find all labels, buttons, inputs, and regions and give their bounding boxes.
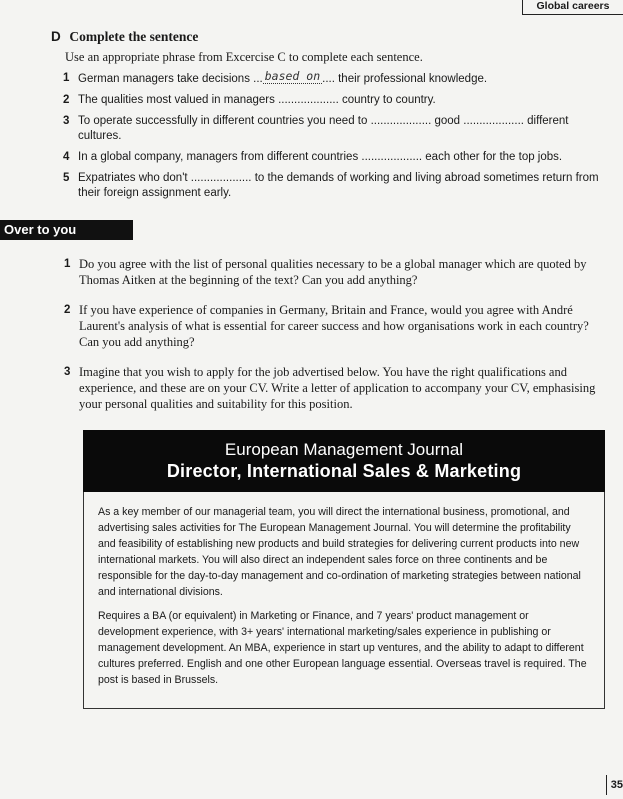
list-item: [64, 364, 604, 412]
list-item: [51, 171, 611, 201]
exercise-title: Complete the sentence: [69, 29, 199, 44]
list-item: [51, 114, 611, 144]
job-advert-header: [83, 430, 605, 492]
exercise-d: [51, 29, 611, 201]
item-text-before: German managers take decisions ...: [78, 73, 263, 85]
exercise-d-heading: [51, 29, 611, 45]
item-number: 1: [64, 258, 71, 270]
list-item: [51, 150, 611, 165]
item-number: 2: [64, 304, 71, 316]
exercise-instruction: Use an appropriate phrase from Excercise C to complete each sentence.: [65, 50, 423, 64]
item-number: 4: [63, 151, 70, 163]
advert-job-title: Director, International Sales & Marketing: [166, 461, 522, 481]
handwritten-answer: based on: [264, 69, 321, 83]
item-text: If you have experience of companies in Germany, Britain and France, would you agree with André Laurent's analysis of what is essential for career success and how organisations work in each country? Can you add anything?: [79, 303, 589, 349]
advert-journal-name: European Management Journal: [224, 440, 464, 459]
item-text: In a global company, managers from different countries ................... each other for the top jobs.: [78, 151, 563, 163]
item-text: Expatriates who don't ................... to the demands of working and living abroad sometimes return from their foreign assignment early.: [78, 172, 599, 199]
item-text-after: .... their professional knowledge.: [322, 73, 488, 85]
list-item: [64, 256, 604, 288]
exercise-d-list: [51, 71, 611, 201]
item-number: 1: [63, 72, 70, 84]
item-text: The qualities most valued in managers ................... country to country.: [78, 94, 436, 106]
item-number: 5: [63, 172, 70, 184]
job-advert-body: [83, 492, 605, 709]
over-to-you-heading: Over to you: [0, 220, 133, 240]
section-label: Global careers: [522, 0, 623, 15]
item-text: Imagine that you wish to apply for the job advertised below. You have the right qualifications and experience, and these are on your CV. Write a letter of application to accompany your CV, emphasising your personal qualities and suitability for this position.: [79, 365, 596, 411]
item-number: 3: [63, 115, 70, 127]
item-text: Do you agree with the list of personal qualities necessary to be a global manager which are quoted by Thomas Aitken at the beginning of the text? Can you add anything?: [79, 257, 587, 287]
item-text: To operate successfully in different countries you need to ................... good ................... different cultures.: [78, 115, 569, 142]
exercise-letter: D: [51, 29, 61, 44]
item-number: 2: [63, 94, 70, 106]
over-to-you-list: [64, 256, 604, 426]
advert-paragraph: Requires a BA (or equivalent) in Marketing or Finance, and 7 years' product management or development experience, with 3+ years' international marketing/sales experience in publishing or management development. An MBA, experience in start up ventures, and the ability to adapt to different cultures preferred. English and one other European language essential. Overseas travel is required. The post is based in Brussels.: [98, 610, 587, 686]
item-number: 3: [64, 366, 71, 378]
list-item: [51, 93, 611, 108]
advert-paragraph: As a key member of our managerial team, you will direct the international business, promotional, and advertising sales activities for The European Management Journal. You will determine the profitability and feasibility of establishing new products and build strategies for delivering current products into new international markets. You will also direct an independent sales force on three continents and be responsible for the day-to-day management and co-ordination of marketing strategies between national and international divisions.: [98, 506, 581, 598]
list-item: [51, 71, 611, 87]
list-item: [64, 302, 604, 350]
page-number: 35: [606, 775, 623, 795]
